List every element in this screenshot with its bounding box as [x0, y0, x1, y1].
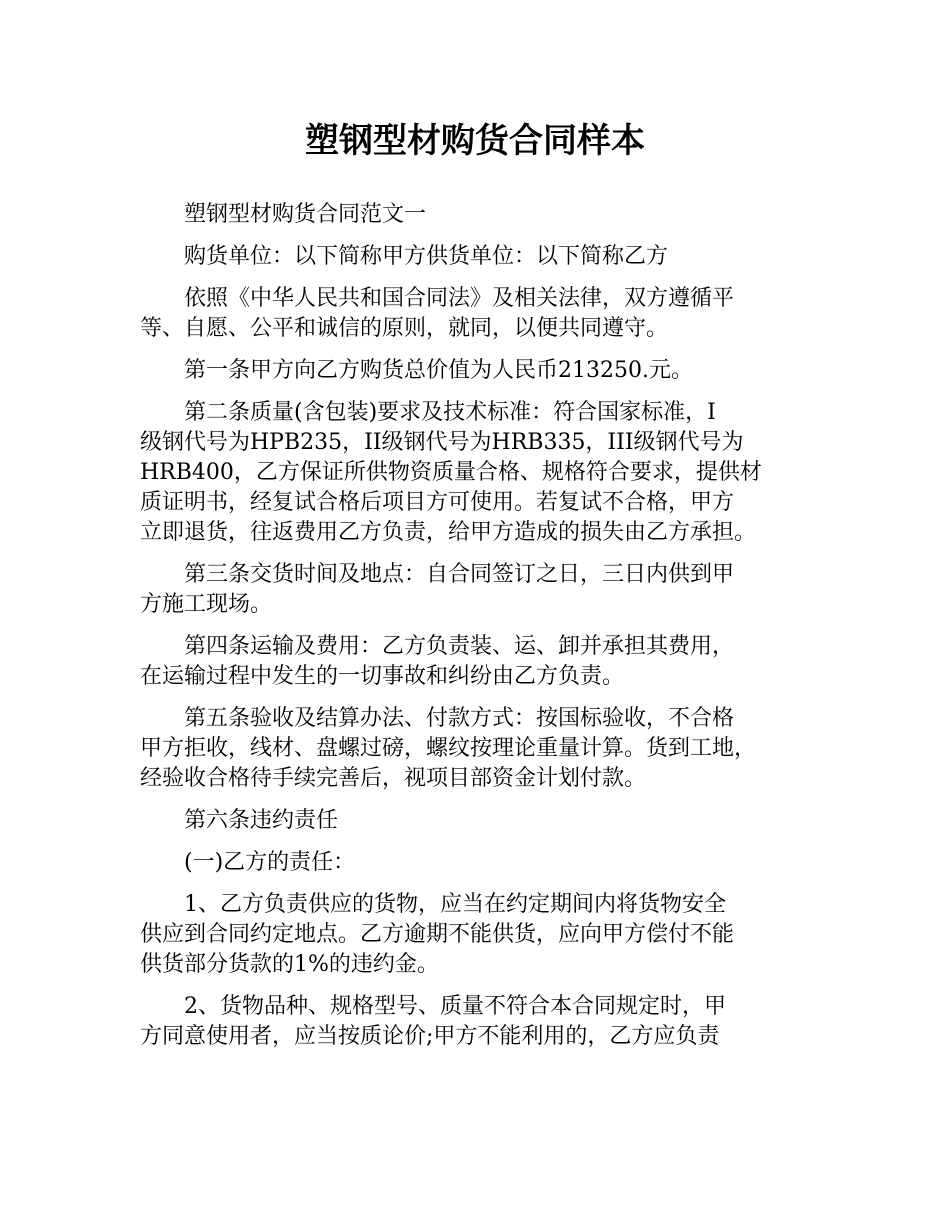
paragraph-line: 经验收合格待手续完善后，视项目部资金计划付款。: [140, 766, 647, 791]
paragraph: [140, 284, 830, 344]
paragraph-line: 第二条质量(含包装)要求及技术标准：符合国家标准，I: [184, 400, 716, 425]
paragraph-line: 方施工现场。: [140, 592, 273, 617]
paragraph-line: HRB400，乙方保证所供物资质量合格、规格符合要求，提供材: [140, 460, 762, 485]
document-body: [140, 200, 830, 1064]
paragraph-line: 1、乙方负责供应的货物，应当在约定期间内将货物安全: [184, 892, 726, 917]
paragraph: [140, 632, 830, 692]
paragraph: [140, 848, 830, 878]
paragraph: [140, 356, 830, 386]
paragraph-line: 质证明书，经复试合格后项目方可使用。若复试不合格，甲方: [140, 490, 735, 515]
paragraph-line: 依照《中华人民共和国合同法》及相关法律，双方遵循平: [184, 286, 735, 311]
paragraph-line: 第五条验收及结算办法、付款方式：按国标验收，不合格: [184, 706, 735, 731]
paragraph-line: 2、货物品种、规格型号、质量不符合本合同规定时，甲: [184, 994, 726, 1019]
paragraph-line: 第六条违约责任: [184, 808, 339, 833]
paragraph: [140, 560, 830, 620]
paragraph: [140, 890, 830, 980]
paragraph-line: 供应到合同约定地点。乙方逾期不能供货，应向甲方偿付不能: [140, 922, 735, 947]
paragraph-line: 第一条甲方向乙方购货总价值为人民币213250.元。: [184, 358, 693, 383]
paragraph-line: 塑钢型材购货合同范文一: [184, 202, 427, 227]
paragraph: [140, 200, 830, 230]
paragraph-line: 立即退货，往返费用乙方负责，给甲方造成的损失由乙方承担。: [140, 520, 757, 545]
paragraph: [140, 242, 830, 272]
paragraph: [140, 992, 830, 1052]
paragraph: [140, 398, 830, 548]
paragraph-line: 等、自愿、公平和诚信的原则，就同，以便共同遵守。: [140, 316, 669, 341]
paragraph-line: 供货部分货款的1%的违约金。: [140, 952, 439, 977]
paragraph-line: 方同意使用者，应当按质论价;甲方不能利用的，乙方应负责: [140, 1024, 720, 1049]
paragraph: [140, 806, 830, 836]
paragraph-line: 第三条交货时间及地点：自合同签订之日，三日内供到甲: [184, 562, 735, 587]
paragraph-line: 甲方拒收，线材、盘螺过磅，螺纹按理论重量计算。货到工地，: [140, 736, 757, 761]
document-title: 塑钢型材购货合同样本: [305, 121, 645, 161]
paragraph-line: 在运输过程中发生的一切事故和纠纷由乙方负责。: [140, 664, 625, 689]
paragraph-line: 级钢代号为HPB235，II级钢代号为HRB335，III级钢代号为: [140, 430, 744, 455]
paragraph-line: 购货单位：以下简称甲方供货单位：以下简称乙方: [184, 244, 669, 269]
paragraph: [140, 704, 830, 794]
paragraph-line: (一)乙方的责任：: [184, 850, 356, 875]
paragraph-line: 第四条运输及费用：乙方负责装、运、卸并承担其费用，: [184, 634, 735, 659]
